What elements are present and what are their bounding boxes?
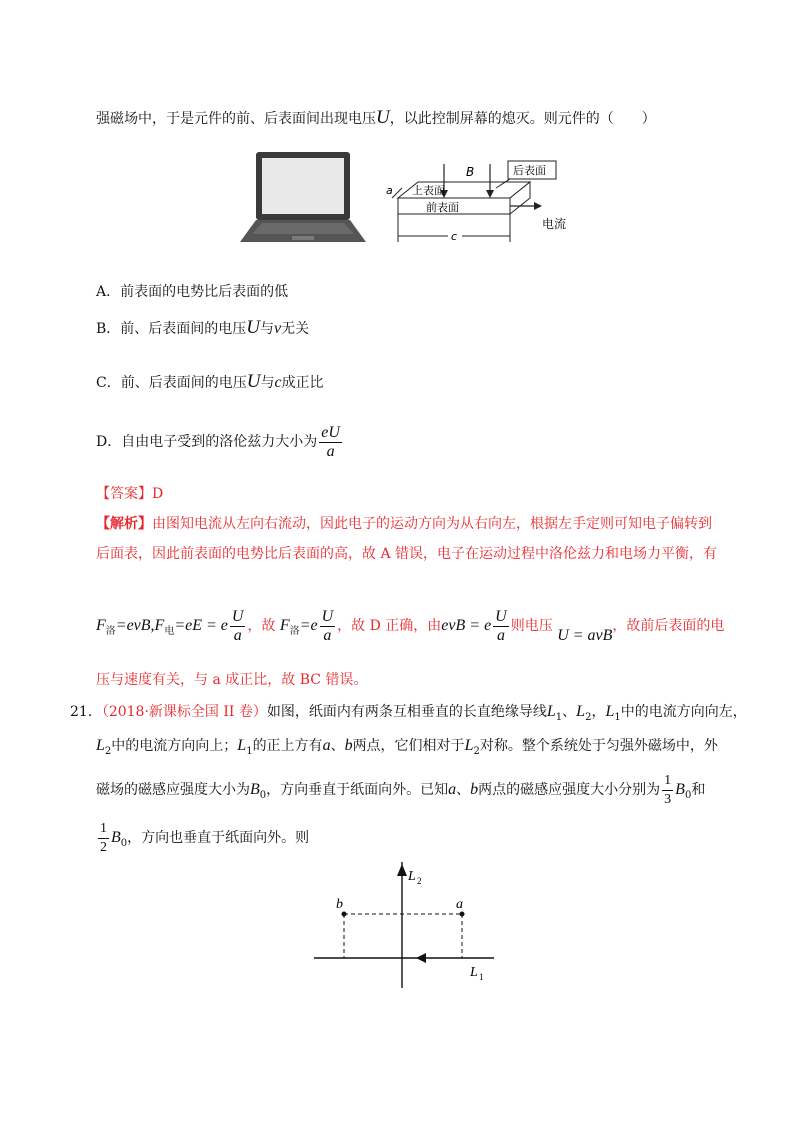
option-c-text: C．前、后表面间的电压 <box>96 375 247 391</box>
option-d-fraction: $\frac{eU}{a}$ <box>321 423 340 460</box>
wire-L2-label: L <box>408 869 416 884</box>
q21-line-2: $L_2$中的电流方向向上；$L_1$的正上方有a、b两点，它们相对于$L_2$对称。整个系统处于匀强外磁场中，外 <box>96 737 718 757</box>
option-c <box>96 372 324 393</box>
q21-source: （2018·新课标全国 II 卷） <box>101 704 267 720</box>
answer: 【答案】D <box>96 486 164 502</box>
q21-line-1: 21．（2018·新课标全国 II 卷）如图，纸面内有两条互相垂直的长直绝缘导线$L_1$、$L_2$，$L_1$中的电流方向向左， <box>70 703 747 723</box>
option-b-U: U <box>246 317 261 338</box>
wire-L1-label: L <box>470 965 478 980</box>
option-c-text-2: 与 <box>260 375 275 391</box>
magnetic-field-label: B <box>466 165 475 179</box>
option-b <box>96 318 309 339</box>
q21-line-3: 磁场的磁感应强度大小为$B_0$，方向垂直于纸面向外。已知a、b两点的磁感应强度大小分别为 $\frac{1}{3}$ $B_0$和 <box>96 772 706 807</box>
analysis-formula-line: $F_洛=evB,F_电=eE = e$ $\frac{U}{a}$ ，故 $F_洛=e$ $\frac{U}{a}$ ，故 D 正确，由evB = e $\frac{U}{a}$ 则电压 U = avB，故前后表面的电 <box>96 607 725 644</box>
option-c-c: c <box>274 374 282 391</box>
length-c-label: c <box>451 230 458 243</box>
q20-stem-text-2: ，以此控制屏幕的熄灭。则元件的（ ） <box>389 111 656 127</box>
top-surface-label: 上表面 <box>412 184 445 197</box>
wire-L1-subscript: 1 <box>479 972 484 982</box>
point-b-label: b <box>336 897 343 912</box>
wire-L2-subscript: 2 <box>417 876 422 886</box>
option-c-U: U <box>246 371 261 392</box>
q21-number: 21． <box>70 704 102 720</box>
wires-figure <box>306 856 506 996</box>
option-b-text-2: 与 <box>260 321 275 337</box>
analysis-line-3: 压与速度有关，与 a 成正比，故 BC 错误。 <box>96 672 368 688</box>
back-surface-label: 后表面 <box>513 164 546 177</box>
fraction-one-third: $\frac{1}{3}$ <box>664 772 672 807</box>
option-d <box>96 420 344 464</box>
q20-stem-text: 强磁场中，于是元件的前、后表面间出现电压 <box>96 111 376 127</box>
option-c-text-3: 成正比 <box>281 375 324 391</box>
laptop-illustration <box>236 150 368 244</box>
formula-fraction-2: $\frac{U}{a}$ <box>321 607 334 644</box>
option-a-text: A．前表面的电势比后表面的低 <box>96 284 289 300</box>
width-a-label: a <box>386 184 393 197</box>
option-b-v: v <box>274 320 282 337</box>
current-label: 电流 <box>542 217 567 231</box>
front-surface-label: 前表面 <box>426 201 459 214</box>
analysis-tag: 【解析】 <box>96 516 152 532</box>
option-d-text: D．自由电子受到的洛伦兹力大小为 <box>96 434 318 450</box>
option-a <box>96 282 288 302</box>
fraction-one-half: $\frac{1}{2}$ <box>100 820 107 855</box>
q20-stem <box>96 108 656 129</box>
analysis-line-1: 【解析】由图知电流从左向右流动，因此电子的运动方向为从右向左，根据左手定则可知电子偏转到 <box>96 516 712 532</box>
q21-line-4: $\frac{1}{2}$ $B_0$，方向也垂直于纸面向外。则 <box>100 820 310 855</box>
hall-element-figure <box>378 156 570 252</box>
q20-stem-U: U <box>376 107 390 128</box>
formula-fraction-1: $\frac{U}{a}$ <box>231 607 244 644</box>
option-b-text-3: 无关 <box>281 321 310 337</box>
analysis-line-2: 后面表，因此前表面的电势比后表面的高，故 A 错误，电子在运动过程中洛伦兹力和电场力平衡，有 <box>96 546 718 562</box>
point-a-label: a <box>456 897 463 912</box>
formula-fraction-3: $\frac{U}{a}$ <box>495 607 507 644</box>
option-b-text: B．前、后表面间的电压 <box>96 321 247 337</box>
